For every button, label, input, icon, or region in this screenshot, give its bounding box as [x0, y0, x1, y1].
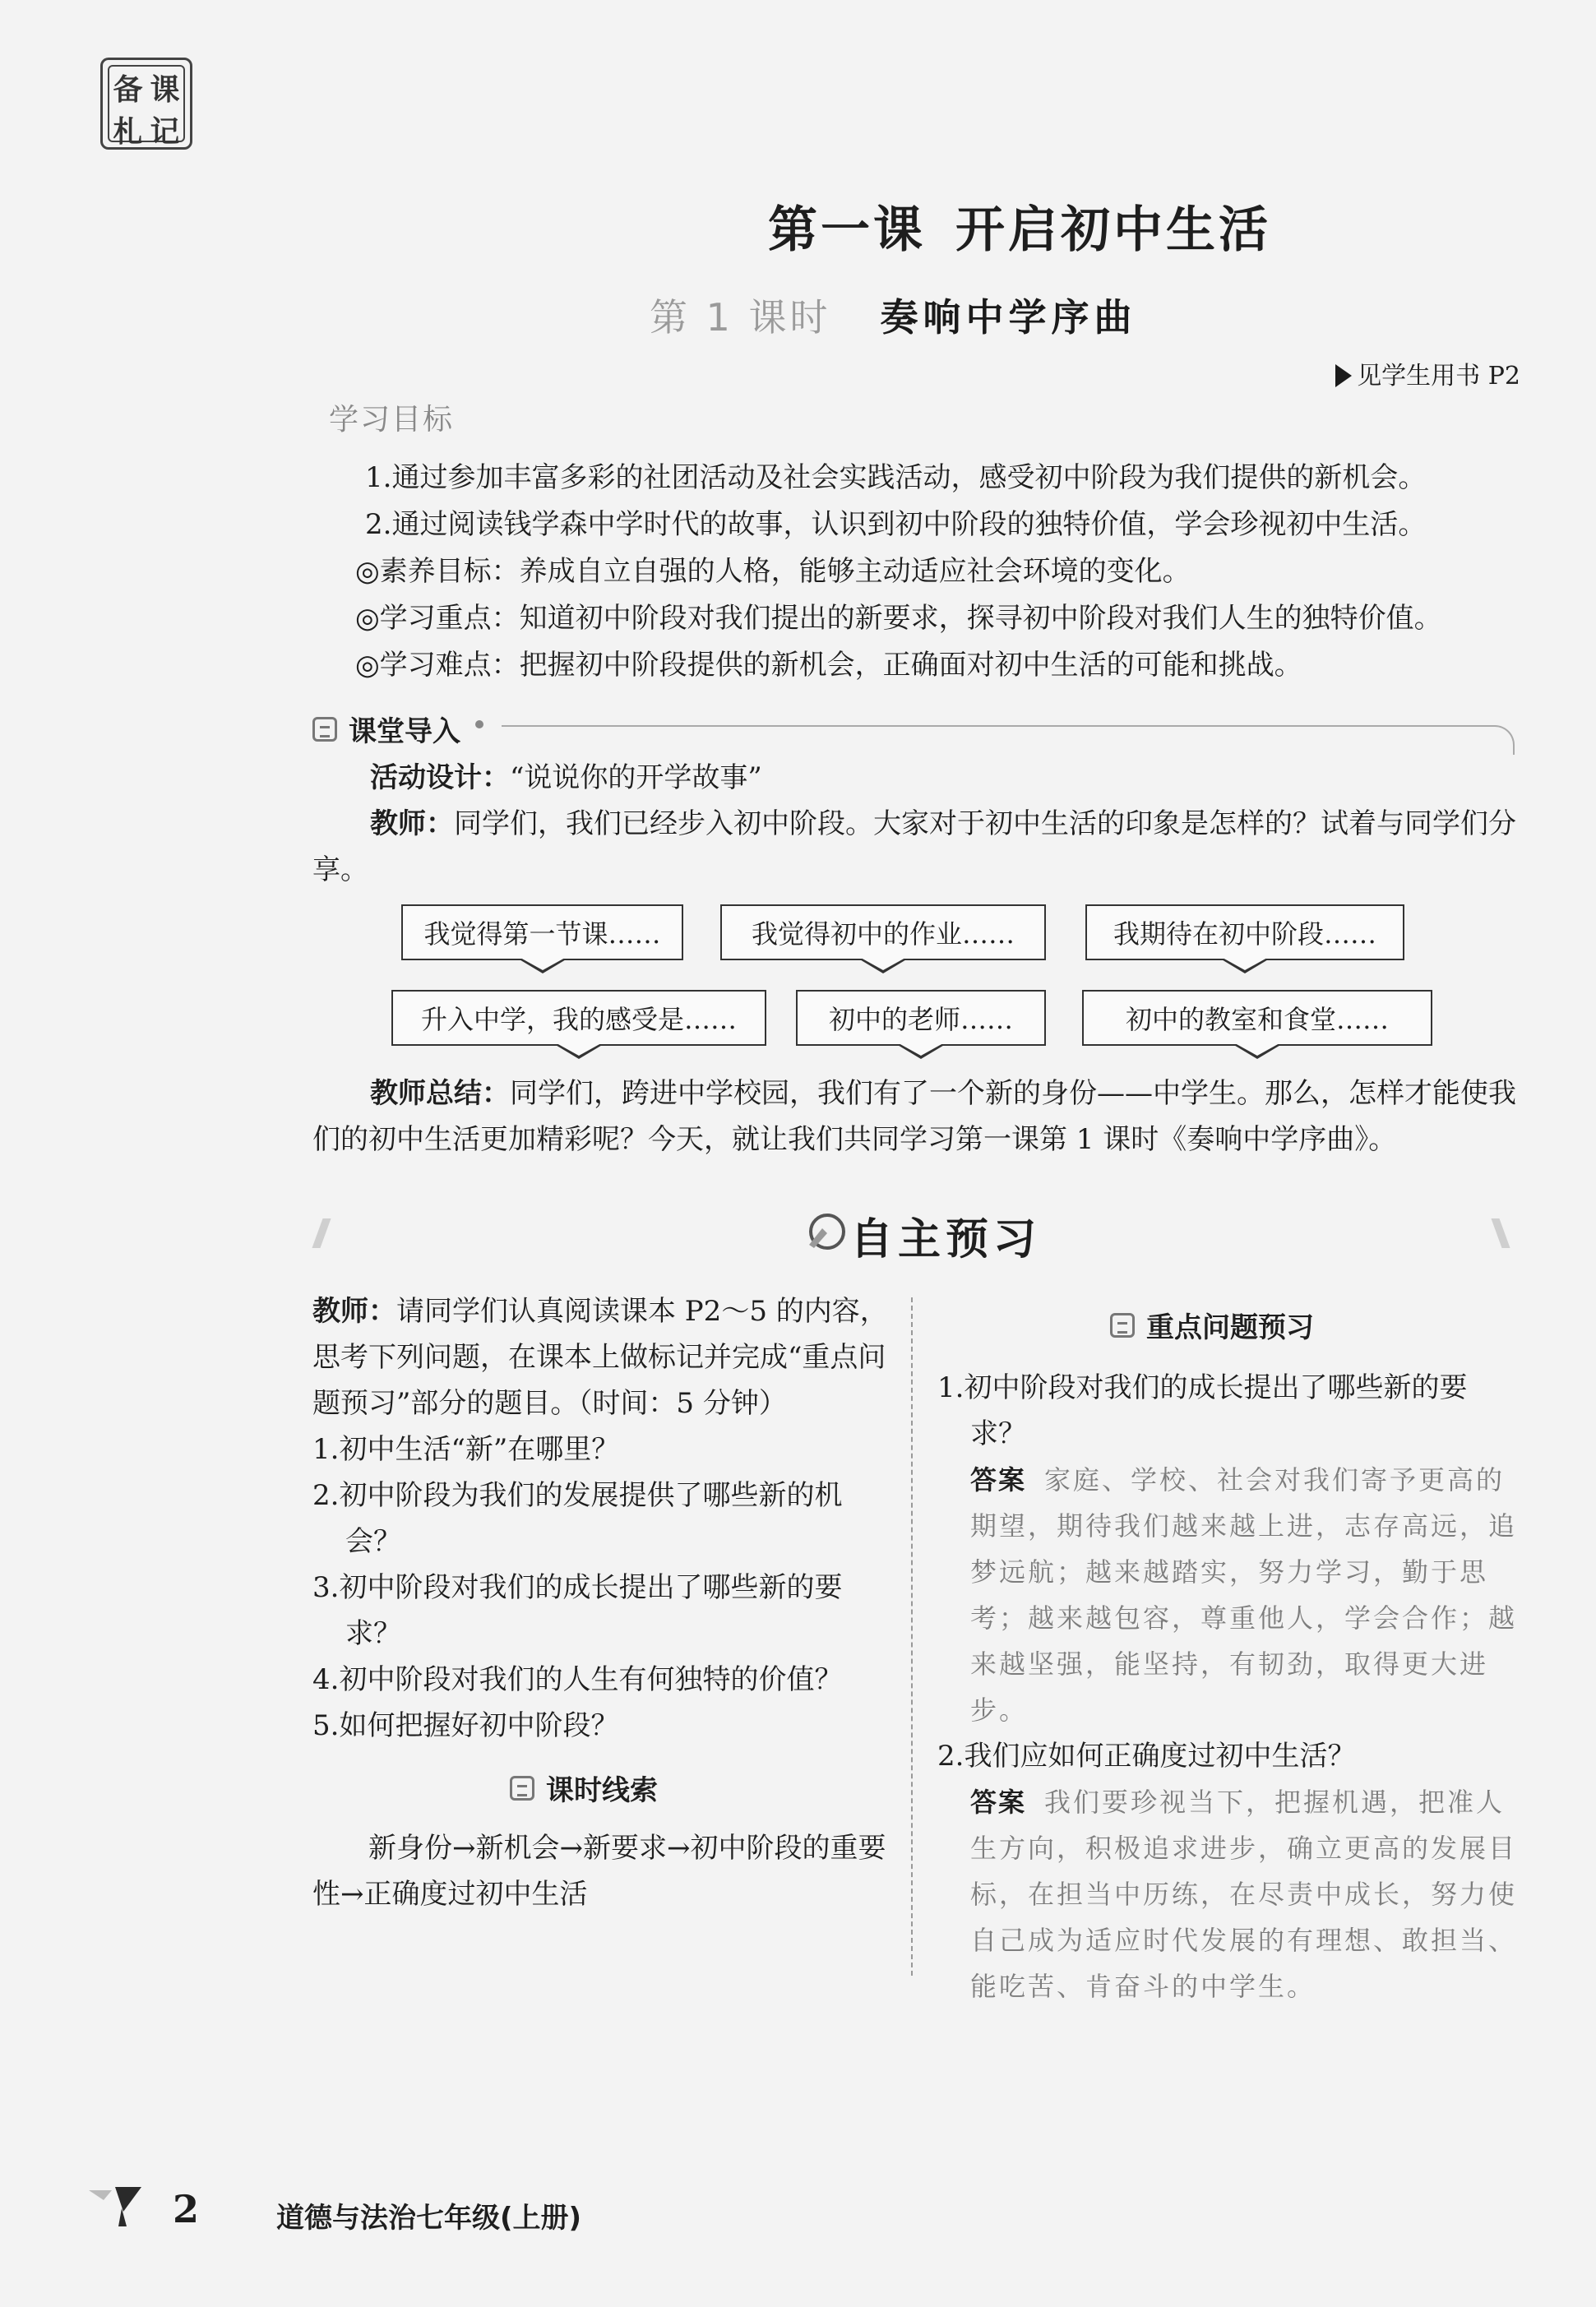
speech-bubble: 我觉得初中的作业……	[720, 904, 1046, 960]
column-divider	[911, 1297, 913, 1976]
clue-heading	[510, 1768, 658, 1808]
notes-stamp	[100, 58, 192, 150]
stamp-char: 备	[113, 73, 143, 107]
teacher-intro	[312, 801, 1517, 893]
corner-mark-icon	[87, 2184, 143, 2230]
activity-design	[370, 755, 762, 801]
speech-bubble: 我觉得第一节课……	[401, 904, 683, 960]
intro-heading-text: 课堂导入	[349, 715, 460, 748]
preview-left-column	[312, 1288, 892, 1749]
teacher-text: 同学们，我们已经步入初中阶段。大家对于初中生活的印象是怎样的？试着与同学们分享。	[312, 807, 1516, 886]
goal-item: 2.通过阅读钱学森中学时代的故事，认识到初中阶段的独特价值，学会珍视初中生活。	[365, 508, 1427, 541]
book-title: 道德与法治七年级(上册)	[276, 2202, 582, 2235]
preview-teacher-text: 请同学们认真阅读课本 P2～5 的内容，思考下列问题，在课本上做标记并完成“重点问题预习”部分的题目。（时间：5 分钟）	[312, 1295, 888, 1420]
goals-list	[355, 455, 1516, 689]
answer-text: 我们要珍视当下，把握机遇，把准人生方向，积极追求进步，确立更高的发展目标，在担当中历练，在尽责中成长，努力使自己成为适应时代发展的有理想、敢担当、能吃苦、肯奋斗的中学生。	[970, 1787, 1518, 2002]
chat-box-icon	[1110, 1313, 1135, 1338]
key-question: 1.初中阶段对我们的成长提出了哪些新的要求？	[937, 1371, 1468, 1450]
key-question: 2.我们应如何正确度过初中生活？	[937, 1740, 1356, 1773]
speech-bubble: 升入中学，我的感受是……	[391, 990, 766, 1046]
preview-question: 1.初中生活“新”在哪里？	[312, 1433, 620, 1466]
key-questions	[937, 1365, 1517, 2009]
preview-teacher	[312, 1288, 892, 1426]
heading-rule	[502, 725, 1515, 755]
stamp-char: 记	[150, 115, 180, 149]
intro-heading	[312, 709, 460, 749]
activity-label: 活动设计：	[370, 761, 510, 794]
chat-box-icon	[312, 717, 337, 742]
student-book-reference	[1335, 355, 1520, 391]
speech-bubble: 我期待在初中阶段……	[1085, 904, 1404, 960]
key-heading-text: 重点问题预习	[1146, 1311, 1314, 1344]
lesson-title	[0, 191, 1596, 261]
preview-question: 2.初中阶段为我们的发展提供了哪些新的机会？	[312, 1479, 843, 1558]
answer-text: 家庭、学校、社会对我们寄予更高的期望，期待我们越来越上进，志存高远，追梦远航；越来越踏实，努力学习，勤于思考；越来越包容，尊重他人，学会合作；越来越坚强，能坚持，有韧劲，取得更大进步。	[970, 1464, 1518, 1726]
chat-box-icon	[510, 1776, 534, 1801]
answer-block	[937, 1779, 1517, 2009]
answer-label: 答案	[970, 1464, 1027, 1496]
goal-item: ◎学习重点：知道初中阶段对我们提出的新要求，探寻初中阶段对我们人生的独特价值。	[355, 602, 1442, 635]
goals-heading: 学习目标	[329, 403, 455, 437]
speech-bubble: 初中的老师……	[796, 990, 1046, 1046]
goal-item: ◎学习难点：把握初中阶段提供的新机会，正确面对初中生活的可能和挑战。	[355, 649, 1302, 682]
stamp-char: 札	[113, 115, 143, 149]
clue-heading-text: 课时线索	[546, 1774, 658, 1807]
summary-text: 同学们，跨进中学校园，我们有了一个新的身份——中学生。那么，怎样才能使我们的初中生活更加精彩呢？今天，就让我们共同学习第一课第 1 课时《奏响中学序曲》。	[312, 1077, 1516, 1156]
period-title	[650, 288, 1137, 342]
clue-text: 新身份→新机会→新要求→初中阶段的重要性→正确度过初中生活	[312, 1832, 886, 1911]
answer-block	[937, 1457, 1517, 1733]
speech-bubble: 初中的教室和食堂……	[1082, 990, 1432, 1046]
period-name: 奏响中学序曲	[880, 295, 1137, 340]
teacher-label: 教师：	[370, 807, 454, 840]
reference-text: 见学生用书 P2	[1357, 362, 1520, 391]
triangle-icon	[1335, 364, 1352, 387]
preview-teacher-label: 教师：	[312, 1295, 396, 1328]
preview-question: 5.如何把握好初中阶段？	[312, 1709, 619, 1742]
preview-question: 4.初中阶段对我们的人生有何独特的价值？	[312, 1663, 843, 1696]
summary-label: 教师总结：	[370, 1077, 510, 1110]
goal-item: 1.通过参加丰富多彩的社团活动及社会实践活动，感受初中阶段为我们提供的新机会。	[365, 461, 1427, 494]
page-number: 2	[173, 2187, 200, 2231]
preview-title: 自主预习	[849, 1215, 1041, 1264]
teacher-summary	[312, 1070, 1517, 1163]
activity-text: “说说你的开学故事”	[510, 761, 762, 794]
answer-label: 答案	[970, 1787, 1027, 1818]
period-number: 第 1 课时	[650, 295, 831, 340]
stamp-char: 课	[150, 73, 180, 107]
lesson-title-name: 开启初中生活	[955, 201, 1271, 259]
key-questions-heading	[1110, 1305, 1314, 1345]
heading-dot	[475, 720, 483, 728]
lesson-title-number: 第一课	[768, 201, 926, 259]
goal-item: ◎素养目标：养成自立自强的人格，能够主动适应社会环境的变化。	[355, 555, 1191, 588]
preview-question: 3.初中阶段对我们的成长提出了哪些新的要求？	[312, 1571, 843, 1650]
